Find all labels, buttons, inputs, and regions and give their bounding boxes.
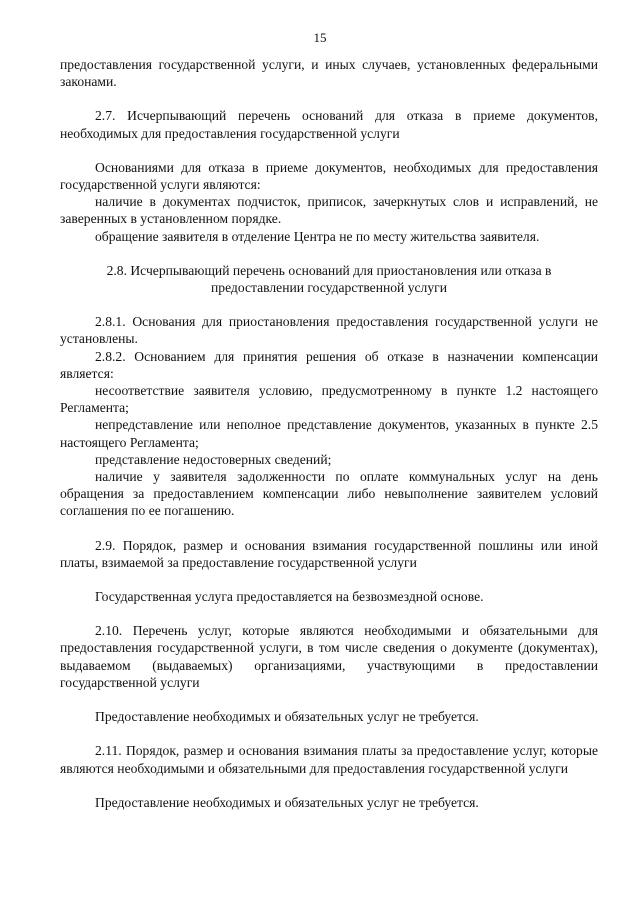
- list-item-wrong-office: обращение заявителя в отделение Центра не по месту жительства заявителя.: [95, 228, 540, 244]
- list-item-false-info: представление недостоверных сведений;: [95, 451, 332, 467]
- list-item-condition-mismatch: несоответствие заявителя условию, предусмотренному в пункте 1.2 настоящего Регламента;: [60, 383, 598, 416]
- paragraph-free-service: Государственная услуга предоставляется на безвозмездной основе.: [95, 589, 484, 605]
- page-number: 15: [313, 30, 327, 45]
- section-heading-2-11: 2.11. Порядок, размер и основания взимания платы за предоставление услуг, которые являются необходимыми и обязательными для предоставления государственной услуги: [60, 743, 598, 776]
- list-item-debt: наличие у заявителя задолженности по оплате коммунальных услуг на день обращения за предоставлением компенсации либо невыполнение заявителем условий соглашения по ее погашению.: [60, 469, 598, 519]
- section-heading-2-8: 2.8. Исчерпывающий перечень оснований для приостановления или отказа в предоставлении государственной услуги: [106, 262, 552, 296]
- paragraph-continuation: предоставления государственной услуги, и иных случаев, установленных федеральными законами.: [60, 57, 598, 90]
- paragraph-no-extra-services-2: Предоставление необходимых и обязательных услуг не требуется.: [95, 794, 479, 810]
- section-heading-2-10: 2.10. Перечень услуг, которые являются необходимыми и обязательными для предоставления государственной услуги, в том числе сведения о документе (документах), выдаваемом (выдаваемых) организациями, участвующими в предоставлении государственной услуги: [60, 623, 598, 690]
- list-item-erasures: наличие в документах подчисток, приписок, зачеркнутых слов и исправлений, не заверенных в установленном порядке.: [60, 194, 598, 227]
- section-heading-2-7: 2.7. Исчерпывающий перечень оснований для отказа в приеме документов, необходимых для предоставления государственной услуги: [60, 108, 598, 141]
- paragraph-refusal-grounds: Основаниями для отказа в приеме документов, необходимых для предоставления государственной услуги являются:: [60, 159, 598, 193]
- paragraph-2-8-1: 2.8.1. Основания для приостановления предоставления государственной услуги не установлены.: [60, 314, 598, 347]
- paragraph-2-8-2: 2.8.2. Основанием для принятия решения об отказе в назначении компенсации является:: [60, 348, 598, 381]
- paragraph-no-extra-services-1: Предоставление необходимых и обязательных услуг не требуется.: [95, 709, 479, 725]
- section-heading-2-9: 2.9. Порядок, размер и основания взимания государственной пошлины или иной платы, взимаемой за предоставление государственной услуги: [60, 537, 598, 570]
- list-item-missing-documents: непредставление или неполное представление документов, указанных в пункте 2.5 настоящего Регламента;: [60, 417, 598, 450]
- page-content: [60, 56, 598, 811]
